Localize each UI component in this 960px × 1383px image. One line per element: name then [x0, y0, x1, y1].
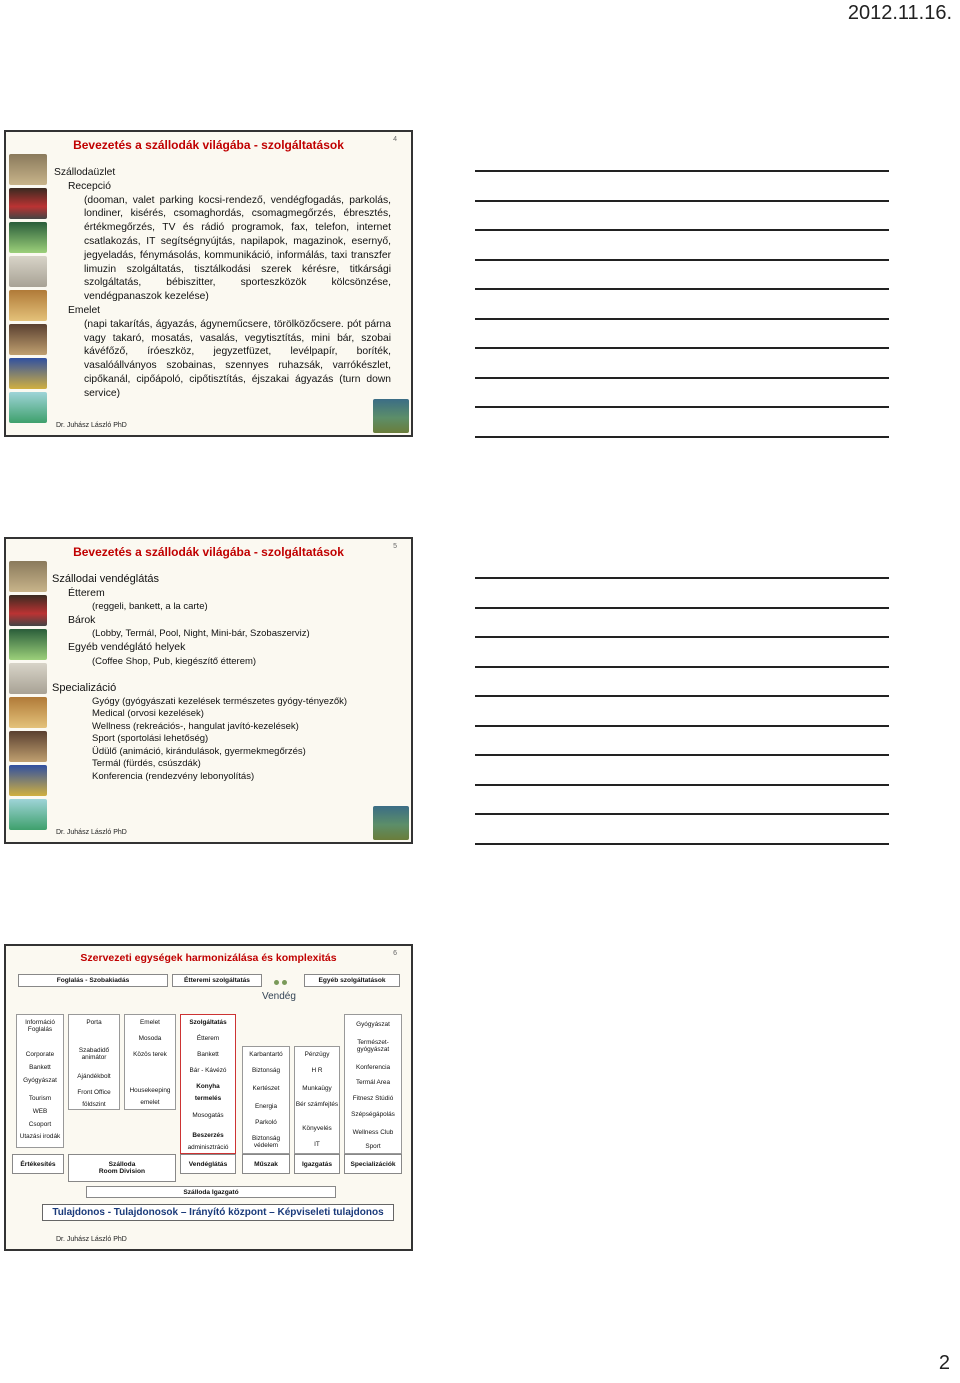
page-number: 2 [938, 1352, 950, 1374]
slide-title: Bevezetés a szállodák világába - szolgáltatások [73, 138, 344, 152]
bottom-catering: Vendéglátás [180, 1154, 236, 1174]
bottom-specializations: Specializációk [344, 1154, 402, 1174]
org-item: Mosoda [138, 1035, 162, 1042]
org-item: termelés [194, 1095, 222, 1102]
slide-title: Bevezetés a szállodák világába - szolgáltatások [73, 545, 344, 559]
org-item: Munkaügy [302, 1085, 332, 1092]
subheading-reception: Recepció [68, 180, 111, 192]
item-other: Egyéb vendéglátó helyek [68, 640, 186, 653]
hotel-photo [9, 154, 47, 185]
spec-list [52, 696, 347, 784]
org-item: Emelet [140, 1019, 160, 1026]
column-catering [180, 1014, 236, 1154]
guest-label: Vendég [262, 991, 296, 1002]
org-item: Karbantartó [249, 1051, 283, 1058]
slide-6 [4, 944, 413, 1251]
org-item: Housekeeping [129, 1087, 171, 1094]
bottom-shift: Műszak [242, 1154, 290, 1174]
spec-item: Üdülő (animáció, kirándulások, gyermekmegőrzés) [92, 745, 306, 757]
org-item: Pénzügy [304, 1051, 330, 1058]
chair-photo [9, 358, 47, 389]
org-item: Tourism [28, 1095, 52, 1102]
bottom-sales: Értékesítés [12, 1154, 64, 1174]
guest-icon [274, 980, 288, 986]
service-photo [9, 256, 47, 287]
pool-photo [373, 399, 409, 433]
room-photo [9, 290, 47, 321]
org-item: IT [314, 1141, 320, 1148]
org-item: Termál Area [355, 1079, 391, 1086]
owners-box: Tulajdonos - Tulajdonosok – Irányító központ – Képviseleti tulajdonos [42, 1204, 394, 1221]
org-item: Porta [86, 1019, 102, 1026]
reception-photo [9, 595, 47, 626]
org-item: Bankett [29, 1064, 51, 1071]
item-restaurant-desc: (reggeli, bankett, a la carte) [92, 601, 208, 613]
org-item: Room Division [98, 1168, 146, 1175]
bottles-photo [9, 392, 47, 423]
reception-text: (dooman, valet parking kocsi-rendező, vendégfogadás, parkolás, londiner, kisérés, csomaghordás, csomagmegőrzés, ébresztés, értékmegőrzés, TV és rádió programok, fax, telefon, internet csatlakozás, IT segítségnyújtás, napilapok, magazinok, esernyő, jegyeladás, fénymásolás, kommunikáció, informálás, taxi transzfer limuzin szolgáltatás, tisztálkodási szerek kérésre, titkársági szolgáltatás, bébiszitter, sporteszközök kölcsönzése, vendégpanaszok kezelése) [84, 194, 391, 303]
room-photo [9, 697, 47, 728]
column-sales [16, 1014, 64, 1148]
org-item: Természet- gyógyászat [356, 1039, 390, 1053]
org-item: Parkoló [255, 1119, 277, 1126]
org-item: adminisztráció [187, 1144, 229, 1151]
org-item: Fitnesz Stúdió [352, 1095, 394, 1102]
column-technical [242, 1046, 290, 1154]
org-item: emelet [140, 1099, 160, 1106]
heading-catering: Szállodai vendéglátás [52, 573, 160, 585]
org-item: Közös terek [133, 1051, 167, 1058]
org-item: Bér számfejtés [295, 1101, 339, 1108]
reception-photo [9, 188, 47, 219]
org-item: Információ Foglalás [25, 1019, 55, 1033]
spec-item: Medical (orvosi kezelések) [92, 708, 204, 720]
org-item: Szabadidő animátor [78, 1047, 110, 1061]
floor-text: (napi takarítás, ágyazás, ágyneműcsere, törölközőcsere. pót párna vagy takaró, mosatás, vasalás, vegytisztítás, mini bár, szobai kávéfőző, íróeszköz, jegyzetfüzet, levélpapír, boríték, vasalóállványos szobainas, szennyes ruhazsák, varrókészlet, cipőkanál, cipőápoló, cipőtisztítás, éjszakai ágyazás (turn down service) [84, 318, 391, 399]
org-item: Szépségápolás [351, 1111, 395, 1118]
bottom-management: Igazgatás [294, 1154, 340, 1174]
slide-4 [4, 130, 413, 437]
bottom-room-division [68, 1154, 176, 1182]
spec-item: Termál (fürdés, csúszdák) [92, 758, 201, 770]
spec-item: Gyógy (gyógyászati kezelések természetes gyógy-tényezők) [92, 695, 348, 707]
org-item: Wellness Club [352, 1129, 394, 1136]
hotel-director: Szálloda Igazgató [86, 1186, 336, 1198]
org-item: Konyha [196, 1083, 220, 1090]
org-item: WEB [32, 1108, 48, 1115]
top-restaurant: Étteremi szolgáltatás [172, 974, 262, 987]
org-item: Energia [254, 1103, 278, 1110]
org-item: Kertészet [252, 1085, 280, 1092]
spec-item: Wellness (rekreációs-, hangulat javító-kezelések) [92, 720, 299, 732]
item-other-desc: (Coffee Shop, Pub, kiegészítő étterem) [92, 655, 257, 667]
column-specializations [344, 1014, 402, 1154]
org-item: Corporate [25, 1051, 55, 1058]
item-restaurant: Étterem [68, 586, 105, 599]
org-item: Biztonság [251, 1067, 281, 1074]
photo-strip [9, 154, 47, 426]
hotel-photo [9, 561, 47, 592]
author: Dr. Juhász László PhD [56, 829, 127, 836]
column-front-office [68, 1014, 120, 1110]
photo-strip [9, 561, 47, 833]
org-item: Mosogatás [192, 1112, 224, 1119]
spec-item: Konferencia (rendezvény lebonyolítás) [92, 770, 255, 782]
bed-photo [9, 731, 47, 762]
heading: Szállodaüzlet [54, 167, 116, 178]
pool-photo [373, 806, 409, 840]
item-bars-desc: (Lobby, Termál, Pool, Night, Mini-bár, Szobaszerviz) [92, 628, 310, 640]
org-item: Konferencia [355, 1064, 391, 1071]
slide-number: 4 [393, 136, 397, 143]
org-item: Front Office [77, 1089, 111, 1096]
org-item: Szolgáltatás [189, 1019, 227, 1026]
slide-body [52, 573, 347, 783]
subheading-floor: Emelet [68, 304, 101, 316]
org-item: Ajándékbolt [77, 1073, 111, 1080]
org-item: Gyógyászat [356, 1021, 390, 1028]
org-item: Biztonság védelem [251, 1135, 281, 1149]
service-photo [9, 663, 47, 694]
org-item: Gyógyászat [23, 1077, 57, 1084]
org-item: Sport [365, 1143, 381, 1150]
slide-body [54, 166, 391, 401]
screen-photo [9, 629, 47, 660]
org-item: földszint [82, 1101, 106, 1108]
bed-photo [9, 324, 47, 355]
top-other: Egyéb szolgáltatások [304, 974, 400, 987]
spec-item: Sport (sportolási lehetőség) [92, 733, 209, 745]
slide-number: 5 [393, 543, 397, 550]
top-reservation: Foglalás - Szobakiadás [18, 974, 168, 987]
org-item: Csoport [28, 1121, 52, 1128]
heading-specialization: Specializáció [52, 682, 117, 695]
print-date: 2012.11.16. [847, 2, 952, 24]
org-item: Étterem [196, 1035, 220, 1042]
org-item: Szálloda [108, 1161, 136, 1168]
screen-photo [9, 222, 47, 253]
org-item: Bankett [197, 1051, 219, 1058]
item-bars: Bárok [68, 613, 96, 626]
bottles-photo [9, 799, 47, 830]
column-admin [294, 1046, 340, 1154]
slide-5 [4, 537, 413, 844]
org-item: Bár - Kávézó [189, 1067, 227, 1074]
slide-number: 6 [393, 950, 397, 957]
column-housekeeping [124, 1014, 176, 1110]
org-item: Utazási irodák [19, 1133, 61, 1140]
org-item: Könyvelés [302, 1125, 332, 1132]
slide-title: Szervezeti egységek harmonizálása és komplexitás [80, 952, 337, 964]
org-item: Beszerzés [192, 1132, 224, 1139]
author: Dr. Juhász László PhD [56, 422, 127, 429]
author: Dr. Juhász László PhD [56, 1236, 127, 1243]
org-item: H R [311, 1067, 323, 1074]
chair-photo [9, 765, 47, 796]
